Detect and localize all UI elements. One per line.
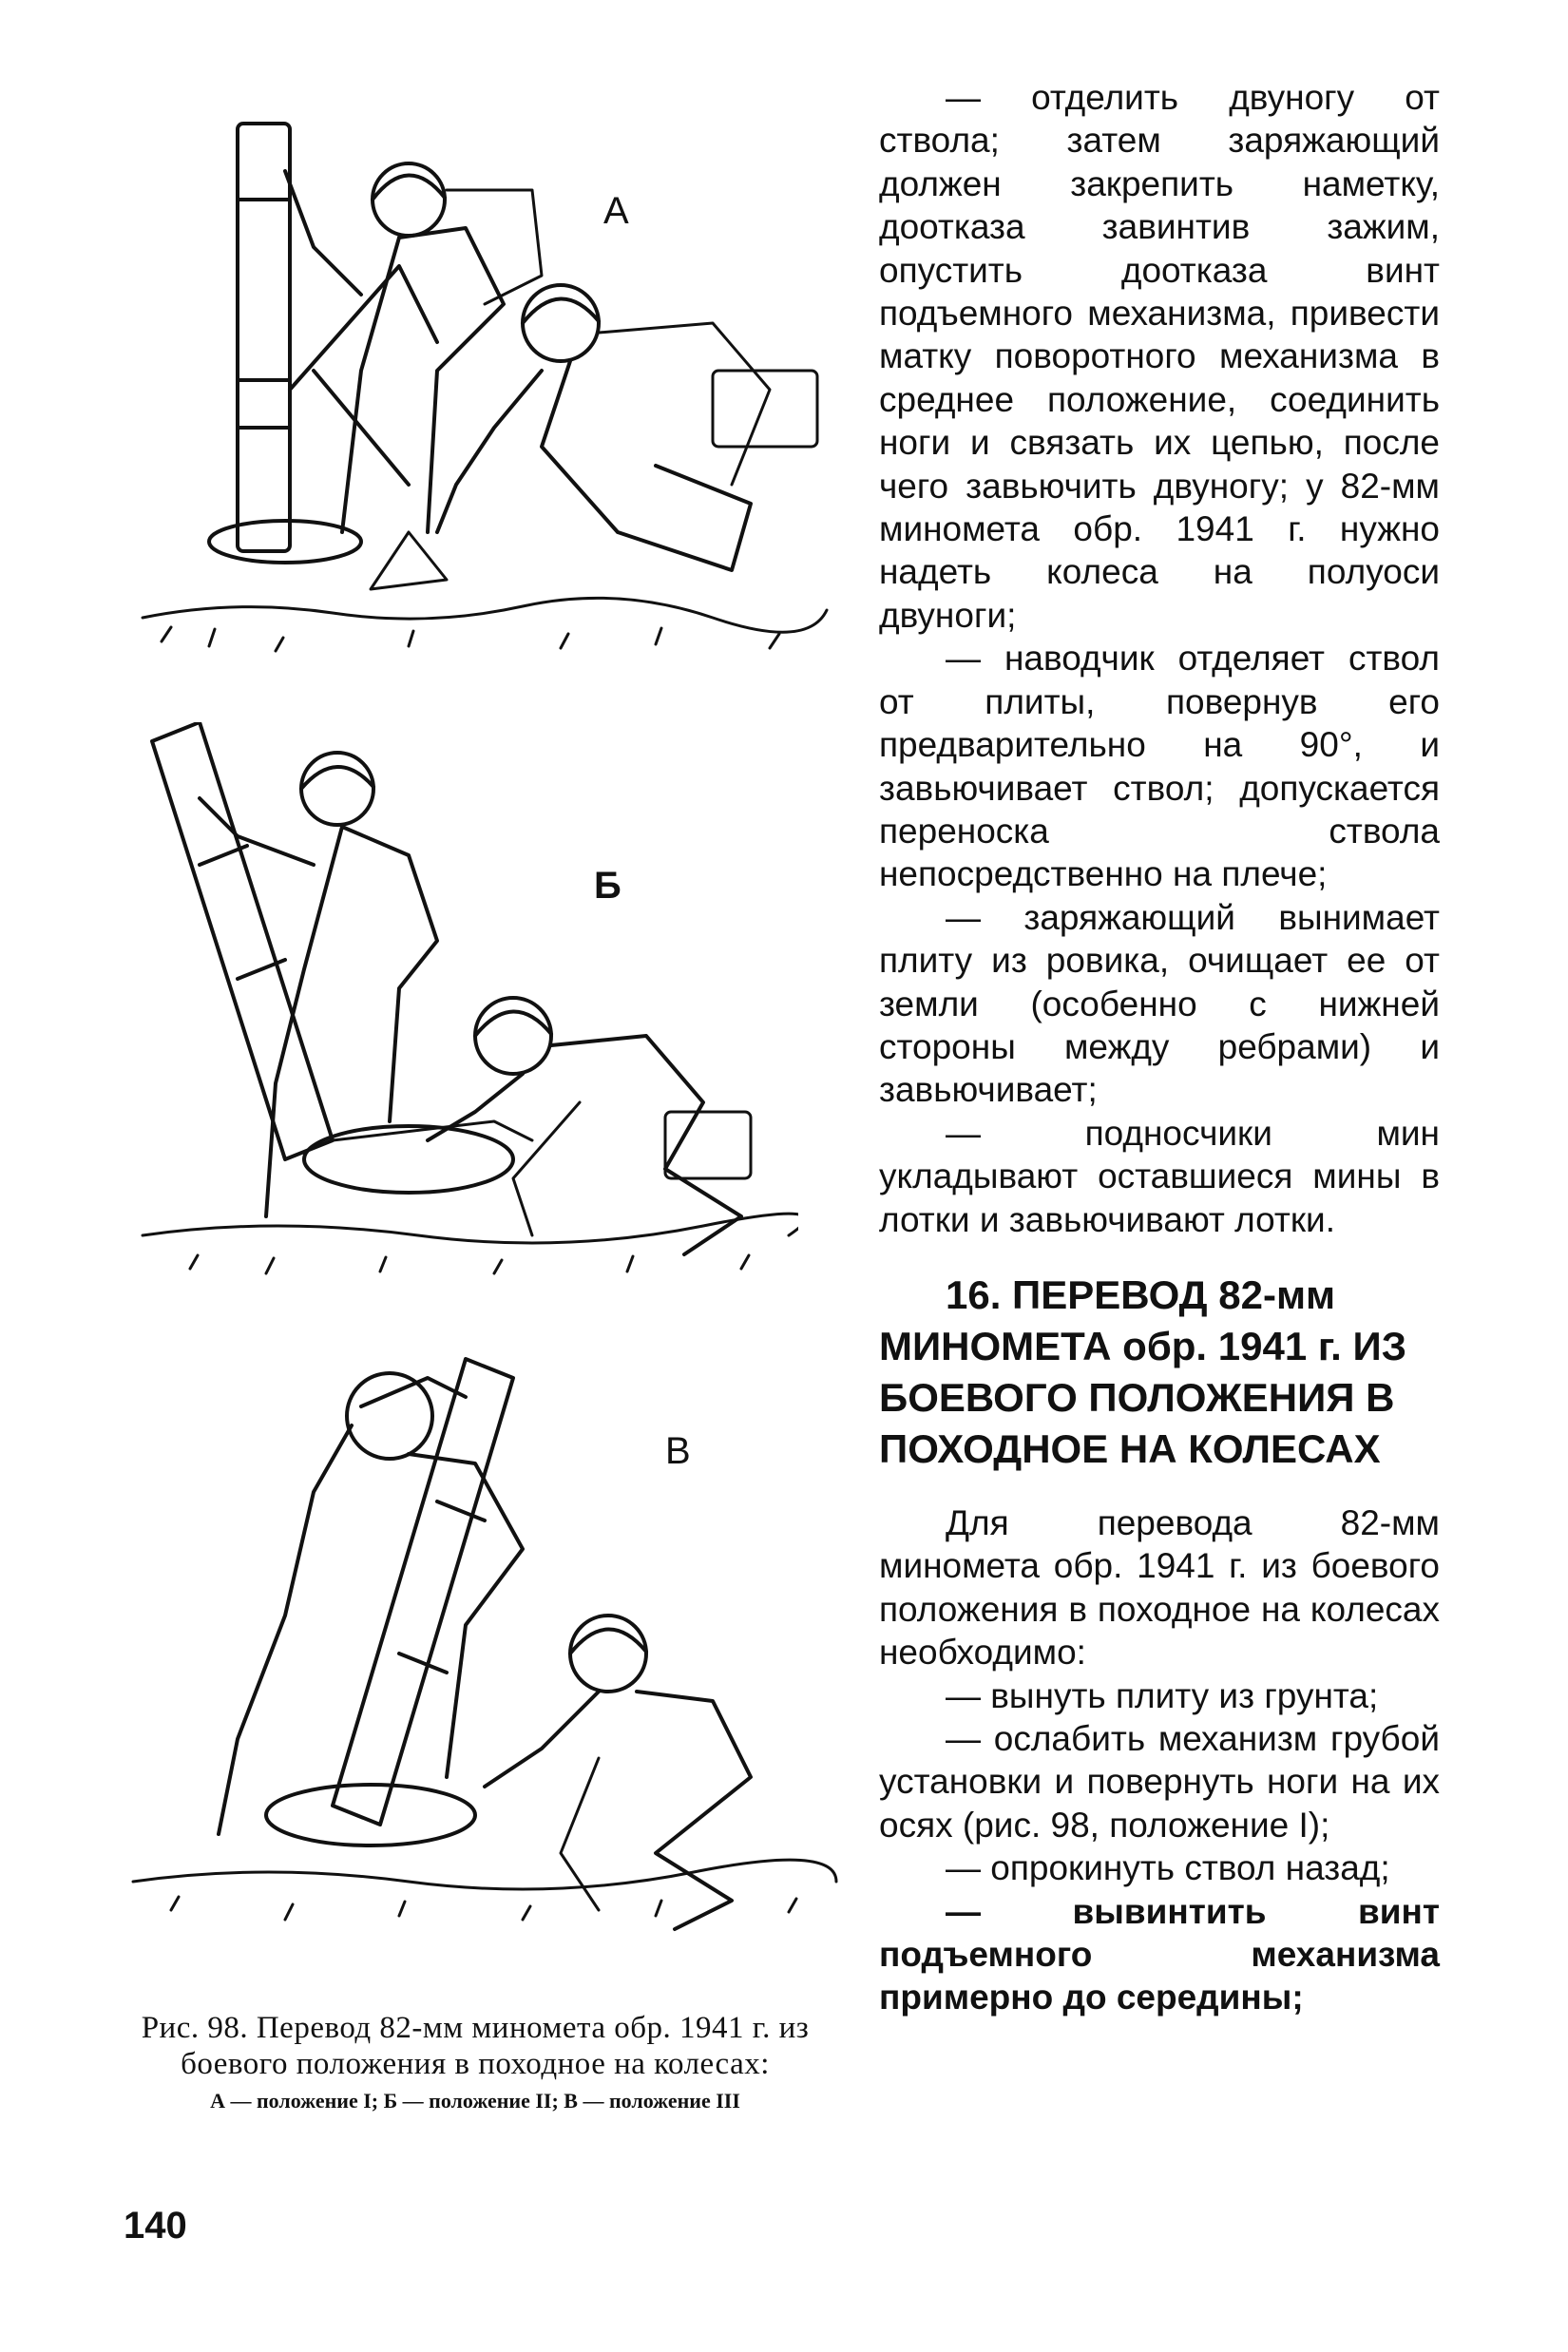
figure-a-letter: А	[603, 190, 629, 232]
paragraph-7: — ослабить механизм грубой установки и повернуть ноги на их осях (рис. 98, положение I);	[879, 1719, 1440, 1845]
figure-c-letter: В	[665, 1430, 691, 1472]
paragraph-5: Для перевода 82-мм миномета обр. 1941 г. из боевого положения в походное на колесах необходимо:	[879, 1502, 1440, 1673]
paragraph-6: — вынуть плиту из грунта;	[946, 1675, 1379, 1715]
figure-a-illustration	[124, 86, 846, 675]
paragraph-9: — вывинтить винт подъемного механизма примерно до середины;	[879, 1891, 1440, 2017]
figure-caption	[105, 2010, 846, 2114]
figure-c-drawing	[124, 1340, 846, 1967]
figure-b-drawing	[133, 722, 798, 1302]
figure-b-letter: Б	[594, 865, 621, 907]
figure-a-drawing	[124, 86, 846, 675]
paragraph-2: — наводчик отделяет ствол от плиты, повернув его предварительно на 90°, и завьючивает ствол; допускается переноска ствола непосредственно на плече;	[879, 639, 1440, 894]
caption-main: Рис. 98. Перевод 82-мм миномета обр. 1941 г. из боевого положения в походное на колесах:	[141, 2011, 810, 2081]
figure-c-illustration	[124, 1340, 846, 1967]
figure-b-illustration	[133, 722, 798, 1302]
paragraph-8: — опрокинуть ствол назад;	[946, 1848, 1390, 1888]
caption-legend: А — положение I; Б — положение II; В — положение III	[210, 2089, 740, 2113]
text-column	[879, 76, 1440, 2019]
page-number: 140	[124, 2205, 187, 2247]
section-heading: 16. ПЕРЕВОД 82-мм МИНОМЕТА обр. 1941 г. ИЗ БОЕВОГО ПОЛОЖЕНИЯ В ПОХОДНОЕ НА КОЛЕСАХ	[879, 1272, 1407, 1471]
paragraph-3: — заряжающий вынимает плиту из ровика, очищает ее от земли (особенно с нижней стороны между ребрами) и завьючивает;	[879, 897, 1440, 1110]
paragraph-1: — отделить двуногу от ствола; затем заряжающий должен закрепить наметку, доотказа завинтив зажим, опустить доотказа винт подъемного механизма, привести матку поворотного механизма в среднее положение, соединить ноги и связать их цепью, после чего завьючить двуногу; у 82-мм миномета обр. 1941 г. нужно надеть колеса на полуоси двуноги;	[879, 78, 1440, 635]
paragraph-4: — подносчики мин укладывают оставшиеся мины в лотки и завьючивают лотки.	[879, 1113, 1440, 1239]
